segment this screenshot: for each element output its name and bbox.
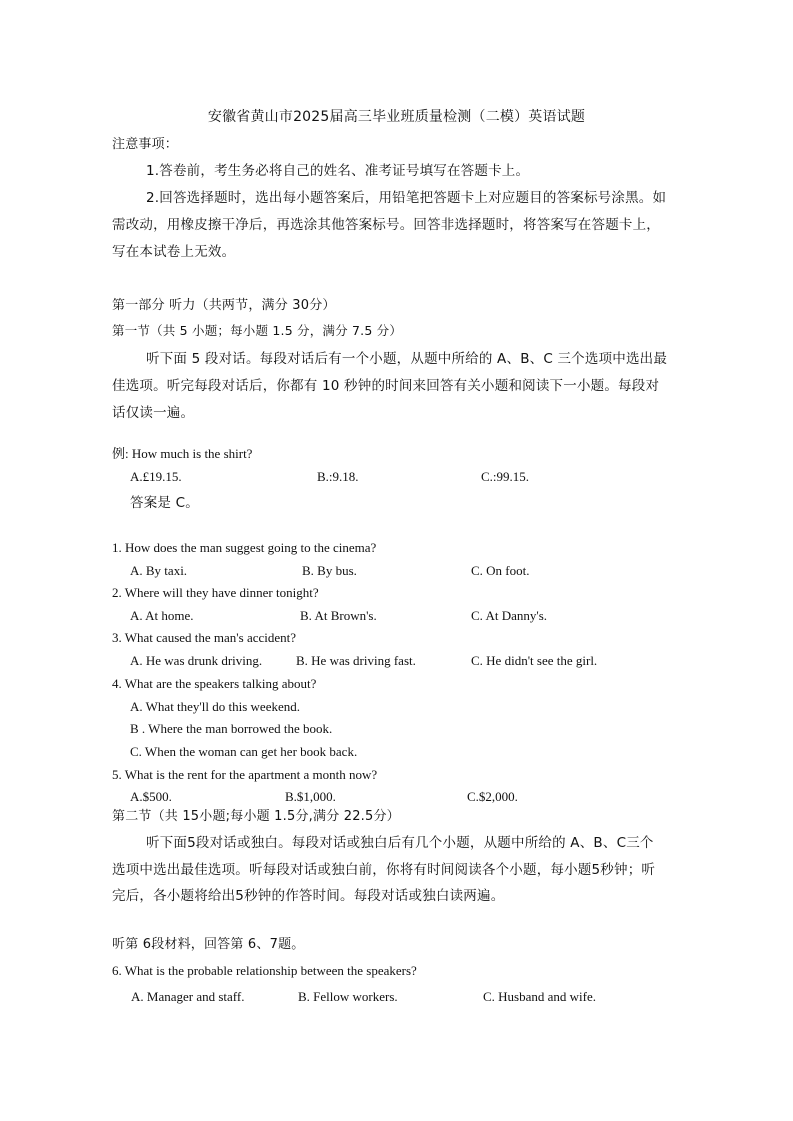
part1-heading: 第一部分 听力（共两节，满分 30分） bbox=[112, 298, 336, 313]
question-3-option-c: C. He didn't see the girl. bbox=[471, 653, 598, 668]
question-4-option-b: B . Where the man borrowed the book. bbox=[130, 721, 333, 736]
question-2-option-a: A. At home. bbox=[130, 608, 194, 623]
section2-heading: 第二节（共 15小题;每小题 1.5分,满分 22.5分） bbox=[112, 809, 400, 824]
question-6-option-c: C. Husband and wife. bbox=[483, 989, 597, 1004]
section2-instruction-line-2: 选项中选出最佳选项。听每段对话或独白前，你将有时间阅读各个小题，每小题5秒钟；听 bbox=[112, 862, 656, 878]
question-1: 1. How does the man suggest going to the cinema? bbox=[112, 540, 377, 555]
section1-heading: 第一节（共 5 小题；每小题 1.5 分，满分 7.5 分） bbox=[112, 323, 403, 338]
question-1-option-c: C. On foot. bbox=[471, 563, 530, 578]
question-6-option-a: A. Manager and staff. bbox=[131, 989, 245, 1004]
section2-instruction-line-3: 完后，各小题将给出5秒钟的作答时间。每段对话或独白读两遍。 bbox=[112, 888, 505, 904]
notice-item-1: 1.答卷前，考生务必将自己的姓名、准考证号填写在答题卡上。 bbox=[146, 163, 530, 179]
section1-instruction-line-2: 佳选项。听完每段对话后，你都有 10 秒钟的时间来回答有关小题和阅读下一小题。每段对 bbox=[112, 378, 660, 394]
question-1-option-a: A. By taxi. bbox=[130, 563, 188, 578]
question-4: 4. What are the speakers talking about? bbox=[112, 676, 317, 691]
question-3-option-a: A. He was drunk driving. bbox=[130, 653, 263, 668]
question-5-option-c: C.$2,000. bbox=[467, 789, 518, 804]
question-6: 6. What is the probable relationship between the speakers? bbox=[112, 963, 417, 978]
example-option-a: A.£19.15. bbox=[130, 469, 182, 484]
example-answer: 答案是 C。 bbox=[130, 495, 199, 511]
question-2-option-b: B. At Brown's. bbox=[300, 608, 377, 623]
example-option-c: C.:99.15. bbox=[481, 469, 530, 484]
notice-item-2-line-3: 写在本试卷上无效。 bbox=[112, 244, 236, 260]
question-4-option-a: A. What they'll do this weekend. bbox=[130, 699, 300, 714]
question-2: 2. Where will they have dinner tonight? bbox=[112, 585, 319, 600]
question-5-option-a: A.$500. bbox=[130, 789, 172, 804]
question-4-option-c: C. When the woman can get her book back. bbox=[130, 744, 358, 759]
question-6-option-b: B. Fellow workers. bbox=[298, 989, 398, 1004]
question-3: 3. What caused the man's accident? bbox=[112, 630, 297, 645]
question-5: 5. What is the rent for the apartment a month now? bbox=[112, 767, 378, 782]
notice-item-2-line-1: 2.回答选择题时，选出每小题答案后，用铅笔把答题卡上对应题目的答案标号涂黑。如 bbox=[146, 190, 667, 206]
material-6-heading: 听第 6段材料，回答第 6、7题。 bbox=[112, 937, 305, 952]
notice-item-2-line-2: 需改动，用橡皮擦干净后，再选涂其他答案标号。回答非选择题时，将答案写在答题卡上， bbox=[112, 217, 660, 233]
notice-heading: 注意事项： bbox=[112, 137, 179, 152]
question-2-option-c: C. At Danny's. bbox=[471, 608, 548, 623]
section1-instruction-line-1: 听下面 5 段对话。每段对话后有一个小题，从题中所给的 A、B、C 三个选项中选出最 bbox=[146, 351, 668, 367]
question-5-option-b: B.$1,000. bbox=[285, 789, 336, 804]
page-title: 安徽省黄山市2025届高三毕业班质量检测（二模）英语试题 bbox=[207, 109, 586, 125]
section1-instruction-line-3: 话仅读一遍。 bbox=[112, 405, 195, 421]
question-1-option-b: B. By bus. bbox=[302, 563, 357, 578]
question-3-option-b: B. He was driving fast. bbox=[296, 653, 416, 668]
example-option-b: B.:9.18. bbox=[317, 469, 359, 484]
example-question: 例: How much is the shirt? bbox=[112, 446, 253, 461]
section2-instruction-line-1: 听下面5段对话或独白。每段对话或独白后有几个小题，从题中所给的 A、B、C三个 bbox=[146, 835, 654, 851]
